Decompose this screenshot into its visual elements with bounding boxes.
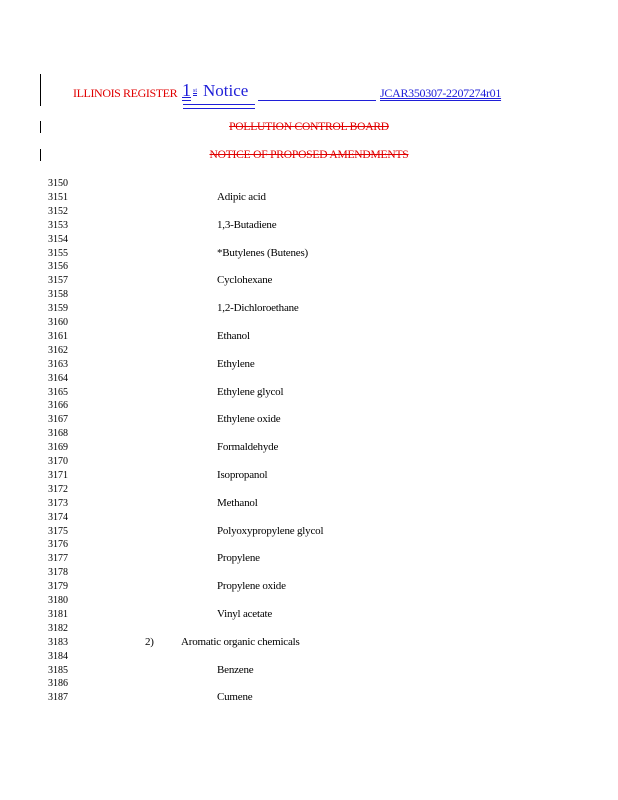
list-item: Benzene — [217, 663, 254, 676]
list-item: Ethanol — [217, 329, 250, 342]
line-number: 3150 — [48, 178, 68, 189]
list-marker: 2) — [145, 635, 154, 648]
line-number: 3166 — [48, 400, 68, 412]
line-number: 3175 — [48, 525, 68, 537]
document-id: JCAR350307-2207274r01 — [380, 86, 502, 100]
line-number: 3172 — [48, 483, 68, 495]
line-number: 3170 — [48, 456, 68, 467]
list-item: Ethylene — [217, 357, 255, 370]
list-item: Propylene — [217, 552, 260, 565]
line-number: 3157 — [48, 275, 68, 287]
line-number: 3159 — [48, 303, 68, 315]
line-number: 3169 — [48, 442, 68, 454]
line-number: 3185 — [48, 664, 68, 676]
line-number: 3187 — [48, 692, 68, 704]
list-item: Ethylene glycol — [217, 385, 284, 398]
line-number: 3162 — [48, 344, 68, 356]
list-item: *Butylenes (Butenes) — [217, 246, 309, 259]
line-number: 3181 — [48, 608, 68, 620]
line-number: 3161 — [48, 330, 68, 342]
header-underline — [258, 100, 376, 101]
line-number: 3180 — [48, 595, 68, 606]
line-number: 3154 — [48, 233, 68, 245]
list-item: Cumene — [217, 691, 253, 704]
notice-number-suffix: st — [193, 88, 198, 94]
header-underline — [183, 108, 255, 109]
list-item: Vinyl acetate — [217, 607, 273, 620]
line-number: 3164 — [48, 372, 68, 384]
change-bar — [40, 74, 41, 106]
list-item: Polyoxypropylene glycol — [217, 524, 324, 537]
line-number: 3152 — [48, 205, 68, 217]
line-number: 3183 — [48, 636, 68, 648]
line-number: 3155 — [48, 247, 68, 259]
notice-label: Notice — [203, 81, 249, 100]
line-number: 3174 — [48, 511, 68, 523]
line-number: 3167 — [48, 414, 68, 426]
line-number: 3171 — [48, 469, 68, 481]
line-number: 3151 — [48, 191, 68, 203]
list-item: Formaldehyde — [217, 441, 279, 454]
list-item: 1,3-Butadiene — [217, 218, 277, 231]
line-number: 3177 — [48, 553, 68, 565]
section-heading: Aromatic organic chemicals — [181, 635, 300, 648]
line-number: 3165 — [48, 386, 68, 398]
list-item: 1,2-Dichloroethane — [217, 302, 299, 315]
notice-title: NOTICE OF PROPOSED AMENDMENTS — [209, 149, 409, 161]
line-number: 3186 — [48, 678, 68, 690]
list-item: Propylene oxide — [217, 580, 286, 593]
line-number: 3184 — [48, 650, 68, 662]
list-item: Adipic acid — [217, 190, 266, 203]
list-item: Cyclohexane — [217, 274, 273, 287]
register-title: ILLINOIS REGISTER — [73, 86, 178, 100]
list-item: Methanol — [217, 496, 258, 509]
line-number: 3173 — [48, 497, 68, 509]
line-number: 3168 — [48, 428, 68, 440]
line-number: 3156 — [48, 261, 68, 273]
line-number: 3176 — [48, 539, 68, 551]
list-item: Isopropanol — [217, 468, 268, 481]
line-number: 3179 — [48, 581, 68, 593]
line-number: 3158 — [48, 289, 68, 301]
line-number: 3163 — [48, 358, 68, 370]
line-number: 3153 — [48, 219, 68, 231]
board-name: POLLUTION CONTROL BOARD — [229, 121, 389, 133]
header-underline — [183, 104, 255, 105]
list-item: Ethylene oxide — [217, 413, 281, 426]
line-number: 3182 — [48, 622, 68, 634]
line-number: 3160 — [48, 317, 68, 328]
line-number: 3178 — [48, 567, 68, 579]
notice-number: 1 — [182, 80, 191, 100]
